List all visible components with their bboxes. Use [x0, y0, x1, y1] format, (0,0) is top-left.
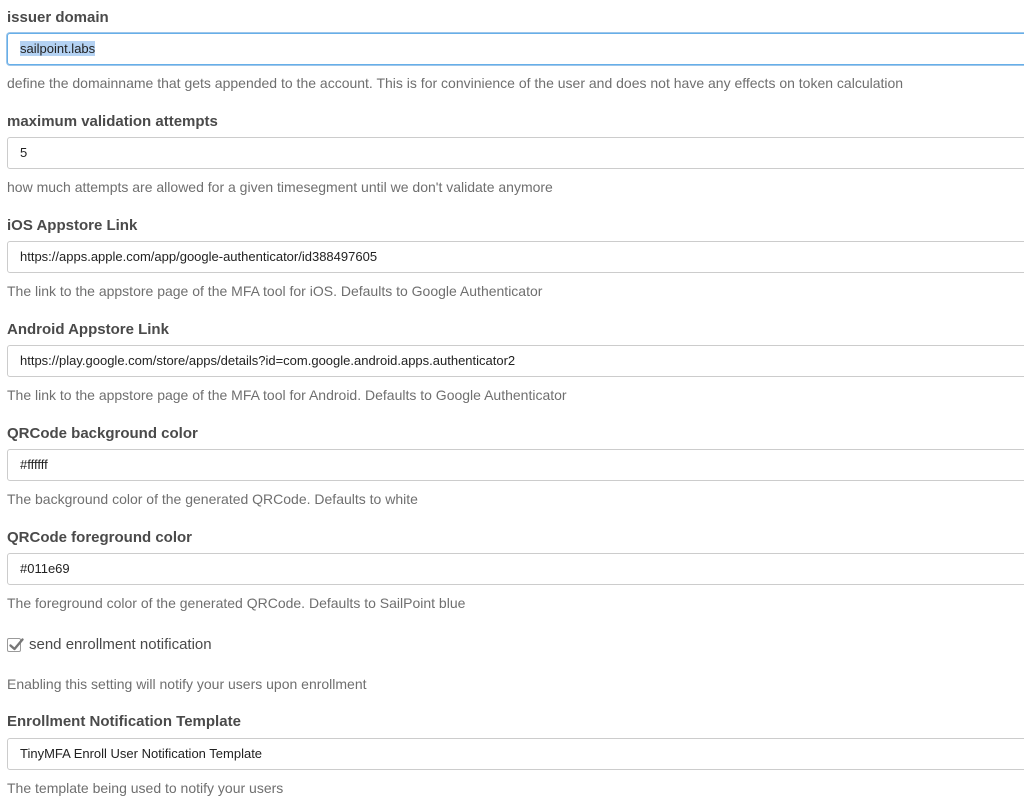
ios-appstore-link-input[interactable]: https://apps.apple.com/app/google-authenticator/id388497605	[7, 241, 1024, 273]
enrollment-notification-row[interactable]	[7, 635, 212, 655]
max-validation-attempts-help: how much attempts are allowed for a given timesegment until we don't validate anymore	[7, 179, 553, 195]
qrcode-background-color-label: QRCode background color	[7, 425, 198, 442]
ios-appstore-link-help: The link to the appstore page of the MFA tool for iOS. Defaults to Google Authenticator	[7, 283, 543, 299]
enrollment-template-help: The template being used to notify your users	[7, 780, 284, 796]
max-validation-attempts-input[interactable]: 5	[7, 137, 1024, 169]
max-validation-attempts-label: maximum validation attempts	[7, 113, 218, 130]
android-appstore-link-input[interactable]: https://play.google.com/store/apps/details?id=com.google.android.apps.authenticator2	[7, 345, 1024, 377]
issuer-domain-value: sailpoint.labs	[20, 41, 96, 56]
enrollment-template-input[interactable]: TinyMFA Enroll User Notification Template	[7, 738, 1024, 770]
enrollment-template-label: Enrollment Notification Template	[7, 713, 241, 730]
android-appstore-link-label: Android Appstore Link	[7, 321, 169, 338]
enrollment-notification-label[interactable]: send enrollment notification	[29, 636, 212, 653]
issuer-domain-input[interactable]	[7, 33, 1024, 65]
android-appstore-link-help: The link to the appstore page of the MFA tool for Android. Defaults to Google Authenticator	[7, 387, 567, 403]
enrollment-notification-checkbox[interactable]	[7, 638, 21, 652]
issuer-domain-help: define the domainname that gets appended to the account. This is for convinience of the user and does not have any effects on token calculation	[7, 75, 904, 91]
ios-appstore-link-label: iOS Appstore Link	[7, 217, 138, 234]
qrcode-foreground-color-input[interactable]: #011e69	[7, 553, 1024, 585]
check-icon	[7, 636, 25, 654]
qrcode-foreground-color-help: The foreground color of the generated QRCode. Defaults to SailPoint blue	[7, 595, 466, 611]
qrcode-background-color-help: The background color of the generated QRCode. Defaults to white	[7, 491, 418, 507]
enrollment-notification-help: Enabling this setting will notify your users upon enrollment	[7, 676, 367, 692]
issuer-domain-label: issuer domain	[7, 9, 109, 26]
qrcode-foreground-color-label: QRCode foreground color	[7, 529, 192, 546]
qrcode-background-color-input[interactable]: #ffffff	[7, 449, 1024, 481]
